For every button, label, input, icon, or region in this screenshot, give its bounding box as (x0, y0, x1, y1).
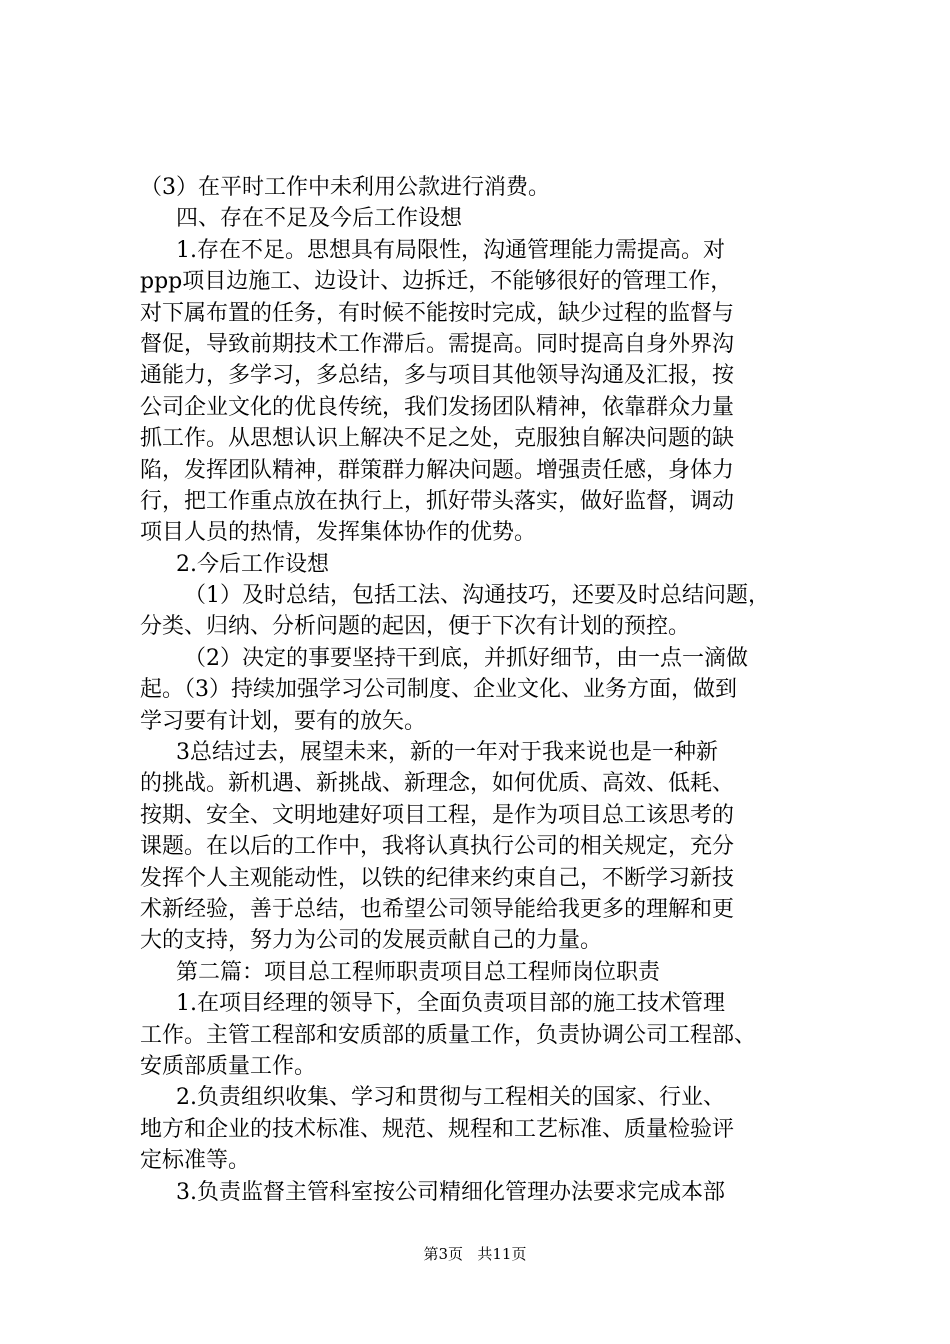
text-line: 四、存在不足及今后工作设想 (176, 206, 463, 232)
text-line: 学习要有计划，要有的放矢。 (140, 708, 427, 734)
text-line: 按期、安全、文明地建好项目工程，是作为项目总工该思考的 (140, 802, 735, 828)
text-line: 安质部质量工作。 (140, 1053, 317, 1079)
text-line: 公司企业文化的优良传统，我们发扬团队精神，依靠群众力量 (140, 394, 735, 420)
text-line: 课题。在以后的工作中，我将认真执行公司的相关规定，充分 (140, 834, 735, 860)
text-line: 1.存在不足。思想具有局限性，沟通管理能力需提高。对 (176, 237, 725, 263)
text-line: 1.在项目经理的领导下，全面负责项目部的施工技术管理 (176, 991, 725, 1017)
text-line: 3总结过去，展望未来，新的一年对于我来说也是一种新 (176, 740, 718, 766)
text-line: （2）决定的事要坚持干到底，并抓好细节，由一点一滴做 (184, 645, 748, 671)
document-body (140, 172, 830, 1208)
text-line: 大的支持，努力为公司的发展贡献自己的力量。 (140, 928, 603, 954)
text-line: 起。（3）持续加强学习公司制度、企业文化、业务方面，做到 (140, 677, 737, 703)
text-line: 定标准等。 (140, 1148, 251, 1174)
text-line: 工作。主管工程部和安质部的质量工作，负责协调公司工程部、 (140, 1022, 757, 1048)
page-footer (0, 1244, 950, 1264)
text-line: 地方和企业的技术标准、规范、规程和工艺标准、质量检验评 (140, 1116, 735, 1142)
text-line: 的挑战。新机遇、新挑战、新理念，如何优质、高效、低耗、 (140, 771, 735, 797)
text-line: 对下属布置的任务，有时候不能按时完成，缺少过程的监督与 (140, 300, 735, 326)
text-line: 术新经验，善于总结，也希望公司领导能给我更多的理解和更 (140, 896, 735, 922)
text-line: 抓工作。从思想认识上解决不足之处，克服独自解决问题的缺 (140, 426, 735, 452)
text-line: 2.今后工作设想 (176, 551, 329, 577)
text-line: 发挥个人主观能动性，以铁的纪律来约束自己，不断学习新技 (140, 865, 735, 891)
text-line: 第二篇：项目总工程师职责项目总工程师岗位职责 (176, 959, 661, 985)
text-line: （3）在平时工作中未利用公款进行消费。 (140, 175, 550, 200)
text-line: 分类、归纳、分析问题的起因，便于下次有计划的预控。 (140, 614, 691, 640)
text-line: 3.负责监督主管科室按公司精细化管理办法要求完成本部 (176, 1179, 725, 1205)
text-line: ppp项目边施工、边设计、边拆迁，不能够很好的管理工作， (140, 269, 733, 295)
text-line: 陷，发挥团队精神，群策群力解决问题。增强责任感，身体力 (140, 457, 735, 483)
text-line: 2.负责组织收集、学习和贯彻与工程相关的国家、行业、 (176, 1085, 725, 1111)
text-line: 通能力，多学习，多总结，多与项目其他领导沟通及汇报，按 (140, 363, 735, 389)
text-line: （1）及时总结，包括工法、沟通技巧，还要及时总结问题， (184, 583, 770, 609)
page-total: 共11页 (477, 1245, 527, 1263)
text-line: 督促，导致前期技术工作滞后。需提高。同时提高自身外界沟 (140, 331, 735, 357)
text-line: 行，把工作重点放在执行上，抓好带头落实，做好监督，调动 (140, 488, 735, 514)
footer-spacer (468, 1245, 473, 1263)
page-number: 第3页 (423, 1245, 464, 1263)
text-line: 项目人员的热情，发挥集体协作的优势。 (140, 520, 537, 546)
